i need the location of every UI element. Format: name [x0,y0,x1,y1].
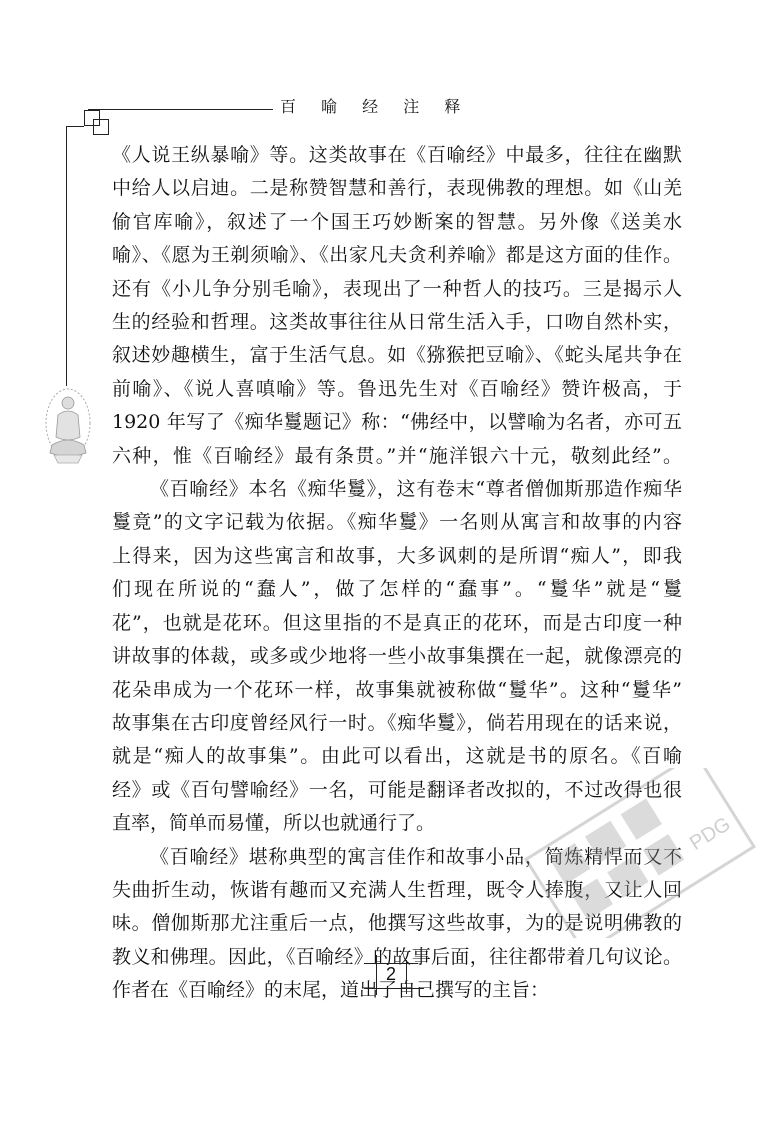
page-number: 2 [385,964,396,984]
text-line: 中给人以启迪。二是称赞智慧和善行，表现佛教的理想。如《山羌 [112,177,682,200]
text-line: 1920 年写了《痴华鬘题记》称：“佛经中，以譬喻为名者，亦可五 [112,411,682,434]
text-line: 《人说王纵暴喻》等。这类故事在《百喻经》中最多，往往在幽默 [112,144,682,166]
text-line: 鬘竟”的文字记载为依据。《痴华鬘》一名则从寓言和故事的内容 [112,511,682,534]
watermark-label: PDG [686,813,735,855]
corner-ornament-square-offset [93,119,109,135]
text-line: 讲故事的体裁，或多或少地将一些小故事集撰在一起，就像漂亮的 [112,645,682,668]
text-line: 前喻》、《说人喜嗔喻》等。鲁迅先生对《百喻经》赞许极高，于 [112,377,682,400]
text-line: 《百喻经》本名《痴华鬘》，这有卷末“尊者僧伽斯那造作痴华 [150,478,682,501]
corner-ornament-tick [66,126,84,127]
text-line: 们现在所说的“蠢人”，做了怎样的“蠢事”。“鬘华”就是“鬘 [112,578,682,601]
text-line: 经》或《百句譬喻经》一名，可能是翻译者改拟的，不过改得也很 [112,778,682,801]
text-line: 味。僧伽斯那尤注重后一点，他撰写这些故事，为的是说明佛教的 [112,912,682,935]
text-line: 花朵串成为一个花环一样，故事集就被称做“鬘华”。这种“鬘华” [112,678,682,701]
text-line: 花”，也就是花环。但这里指的不是真正的花环，而是古印度一种 [112,611,682,634]
library-stamp-watermark [520,768,760,938]
text-line: 教义和佛理。因此，《百喻经》的故事后面，往往都带着几句议论。 [112,945,682,968]
page-number-rule-right [406,960,407,994]
page-number-rule-bottom [364,988,424,989]
paragraph-1 [112,139,682,473]
text-line: 作者在《百喻经》的末尾，道出了自己撰写的主旨： [112,979,550,1002]
running-header-title: 百 喻 经 注 释 [280,97,471,116]
text-line: 叙述妙趣横生，富于生活气息。如《猕猴把豆喻》、《蛇头尾共争在 [112,344,682,367]
text-line: 生的经验和哲理。这类故事往往从日常生活入手，口吻自然朴实， [112,311,682,334]
header-rule [88,109,273,110]
text-line: 喻》、《愿为王剃须喻》、《出家凡夫贪利养喻》都是这方面的佳作。 [112,244,682,267]
text-line: 直率，简单而易懂，所以也就通行了。 [112,812,436,835]
text-line: 上得来，因为这些寓言和故事，大多讽刺的是所谓“痴人”，即我 [112,544,682,567]
text-line: 《百喻经》堪称典型的寓言佳作和故事小品，简炼精悍而又不 [150,845,682,868]
text-line: 失曲折生动，恢谐有趣而又充满人生哲理，既令人捧腹，又让人回 [112,878,682,901]
margin-vertical-rule [66,126,67,386]
text-line: 偷官库喻》，叙述了一个国王巧妙断案的智慧。另外像《送美水 [112,210,682,233]
text-line: 六种，惟《百喻经》最有条贯。”并“施洋银六十元，敬刻此经”。 [112,444,682,467]
text-line: 还有《小儿争分别毛喻》，表现出了一种哲人的技巧。三是揭示人 [112,277,682,300]
buddha-figure-icon [42,385,94,467]
text-line: 故事集在古印度曾经风行一时。《痴华鬘》，倘若用现在的话来说， [112,711,682,734]
text-line: 就是“痴人的故事集”。由此可以看出，这就是书的原名。《百喻 [112,745,682,768]
